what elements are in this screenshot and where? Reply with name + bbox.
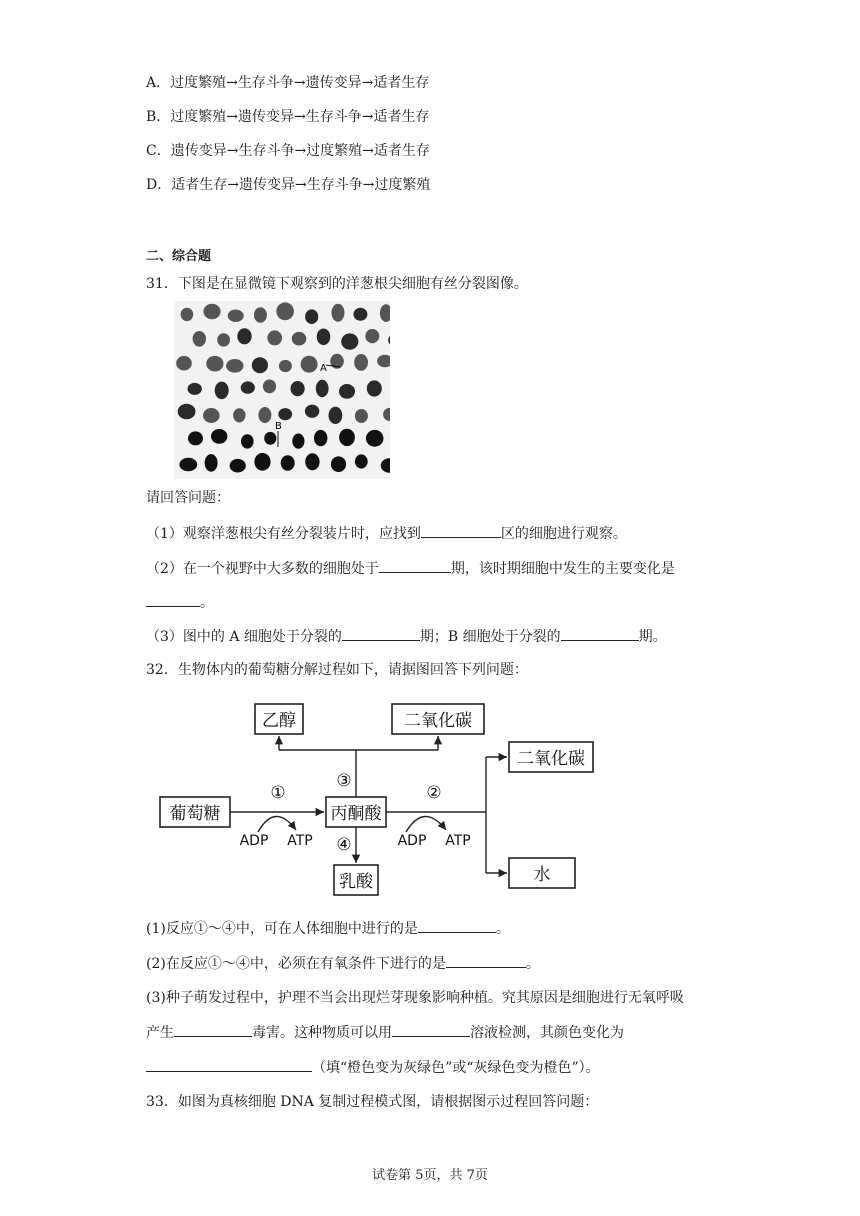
ethanol-label: 乙醇 <box>262 711 296 731</box>
cell-nucleus <box>237 328 251 344</box>
reaction-3-label: ③ <box>336 771 352 791</box>
answer-blank[interactable] <box>392 1022 470 1037</box>
atp-label-2: ATP <box>445 833 471 849</box>
atp-label-1: ATP <box>287 833 313 849</box>
glucose-metabolism-diagram <box>150 690 610 900</box>
pyruvate-label: 丙酮酸 <box>330 804 382 824</box>
q32-sub1: (1)反应①～④中，可在人体细胞中进行的是 。 <box>146 918 510 939</box>
cell-nucleus <box>215 382 229 400</box>
co2-top-label: 二氧化碳 <box>404 711 472 731</box>
cell-nucleus <box>203 304 220 320</box>
cell-nucleus <box>178 404 196 419</box>
glucose-label: 葡萄糖 <box>169 804 221 824</box>
cell-nucleus <box>301 356 318 373</box>
q31-prompt: 请回答问题： <box>146 490 230 506</box>
cell-nucleus <box>339 384 355 399</box>
cell-nucleus <box>365 329 379 343</box>
q31-sub2-cont: 。 <box>146 592 214 613</box>
cell-label-b: B <box>275 421 282 432</box>
adp-label-1: ADP <box>239 833 269 849</box>
cell-nucleus <box>332 304 345 322</box>
answer-blank[interactable] <box>421 523 501 538</box>
cell-nucleus <box>314 430 327 446</box>
cell-nucleus <box>292 332 307 346</box>
section-title: 二、综合题 <box>146 249 212 264</box>
cell-nucleus <box>292 434 304 449</box>
answer-blank[interactable] <box>418 918 496 933</box>
answer-blank[interactable] <box>446 953 526 968</box>
cell-nucleus <box>188 383 202 395</box>
cell-nucleus <box>206 356 223 372</box>
cell-nucleus <box>205 454 218 472</box>
cell-nucleus <box>339 429 355 446</box>
cell-nucleus <box>181 308 194 321</box>
option-b: B．过度繁殖→遗传变异→生存斗争→适者生存 <box>146 109 430 125</box>
answer-blank[interactable] <box>146 1057 312 1072</box>
cell-nucleus <box>258 407 271 423</box>
lactic-label: 乳酸 <box>339 872 373 892</box>
cell-nucleus <box>254 453 270 471</box>
onion-root-tip-micrograph <box>174 301 390 479</box>
option-a: A．过度繁殖→生存斗争→遗传变异→适者生存 <box>146 75 430 91</box>
cell-nucleus <box>353 308 367 321</box>
cell-nucleus <box>179 458 197 472</box>
cell-nucleus <box>276 302 294 320</box>
cell-nucleus <box>279 360 292 372</box>
cell-nucleus <box>354 354 368 371</box>
cell-nucleus <box>241 381 255 393</box>
cell-nucleus <box>264 432 276 445</box>
cell-nucleus <box>366 430 384 447</box>
cell-nucleus <box>211 429 227 444</box>
q32-stem: 32．生物体内的葡萄糖分解过程如下，请据图回答下列问题： <box>146 662 528 678</box>
cell-nucleus <box>176 356 192 371</box>
cell-nucleus <box>355 454 368 468</box>
q32-sub3-cont: 产生 毒害。这种物质可以用 溶液检测，其颜色变化为 <box>146 1022 624 1043</box>
cell-nucleus <box>230 459 246 473</box>
q32-sub2: (2)在反应①～④中，必须在有氧条件下进行的是 。 <box>146 953 540 974</box>
q33-stem: 33．如图为真核细胞 DNA 复制过程模式图，请根据图示过程回答问题： <box>146 1094 599 1110</box>
cell-nucleus <box>305 309 318 324</box>
option-c: C．遗传变异→生存斗争→过度繁殖→适者生存 <box>146 143 430 159</box>
cell-nucleus <box>252 357 268 373</box>
cell-nucleus <box>367 380 382 396</box>
cell-nucleus <box>305 453 319 470</box>
page-footer: 试卷第 5页，共 7页 <box>372 1168 488 1183</box>
cell-nucleus <box>226 359 243 373</box>
cell-nucleus <box>331 456 346 472</box>
cell-nucleus <box>193 331 206 347</box>
cell-nucleus <box>305 405 319 418</box>
cell-nucleus <box>254 307 267 322</box>
cell-nucleus <box>317 329 331 346</box>
cell-nucleus <box>263 380 276 394</box>
cell-label-a: A <box>320 363 327 374</box>
option-d: D．适者生存→遗传变异→生存斗争→过度繁殖 <box>146 177 431 193</box>
cell-nucleus <box>188 431 203 445</box>
q31-sub2: （2）在一个视野中大多数的细胞处于 期，该时期细胞中发生的主要变化是 <box>146 558 675 579</box>
cell-nucleus <box>233 408 245 422</box>
answer-blank[interactable] <box>561 626 639 641</box>
answer-blank[interactable] <box>174 1022 252 1037</box>
cell-nucleus <box>241 434 254 448</box>
cell-nucleus <box>355 409 368 423</box>
q32-sub3: (3)种子萌发过程中，护理不当会出现烂芽现象影响种植。究其原因是细胞进行无氧呼吸 <box>146 990 684 1006</box>
cell-nucleus <box>228 310 244 322</box>
q31-stem: 31．下图是在显微镜下观察到的洋葱根尖细胞有丝分裂图像。 <box>146 276 528 292</box>
q32-sub3-cont2: （填“橙色变为灰绿色”或“灰绿色变为橙色”）。 <box>146 1057 600 1078</box>
cell-nucleus <box>267 330 282 345</box>
cell-nucleus <box>278 408 292 420</box>
co2-right-label: 二氧化碳 <box>517 749 585 769</box>
q31-sub1: （1）观察洋葱根尖有丝分裂装片时，应找到 区的细胞进行观察。 <box>146 523 627 544</box>
cell-nucleus <box>217 333 230 346</box>
cell-nucleus <box>203 408 220 423</box>
cell-nucleus <box>316 380 329 397</box>
cell-nucleus <box>341 333 358 349</box>
cell-nucleus <box>281 455 295 470</box>
water-label: 水 <box>533 865 551 885</box>
reaction-4-label: ④ <box>336 835 352 855</box>
reaction-1-label: ① <box>270 783 286 803</box>
answer-blank[interactable] <box>146 592 200 607</box>
cell-nucleus <box>329 407 343 424</box>
cell-nucleus <box>291 381 305 396</box>
answer-blank[interactable] <box>342 626 420 641</box>
q31-sub3: （3）图中的 A 细胞处于分裂的 期；B 细胞处于分裂的 期。 <box>146 626 667 647</box>
reaction-2-label: ② <box>426 783 442 803</box>
adp-label-2: ADP <box>397 833 427 849</box>
answer-blank[interactable] <box>379 558 451 573</box>
